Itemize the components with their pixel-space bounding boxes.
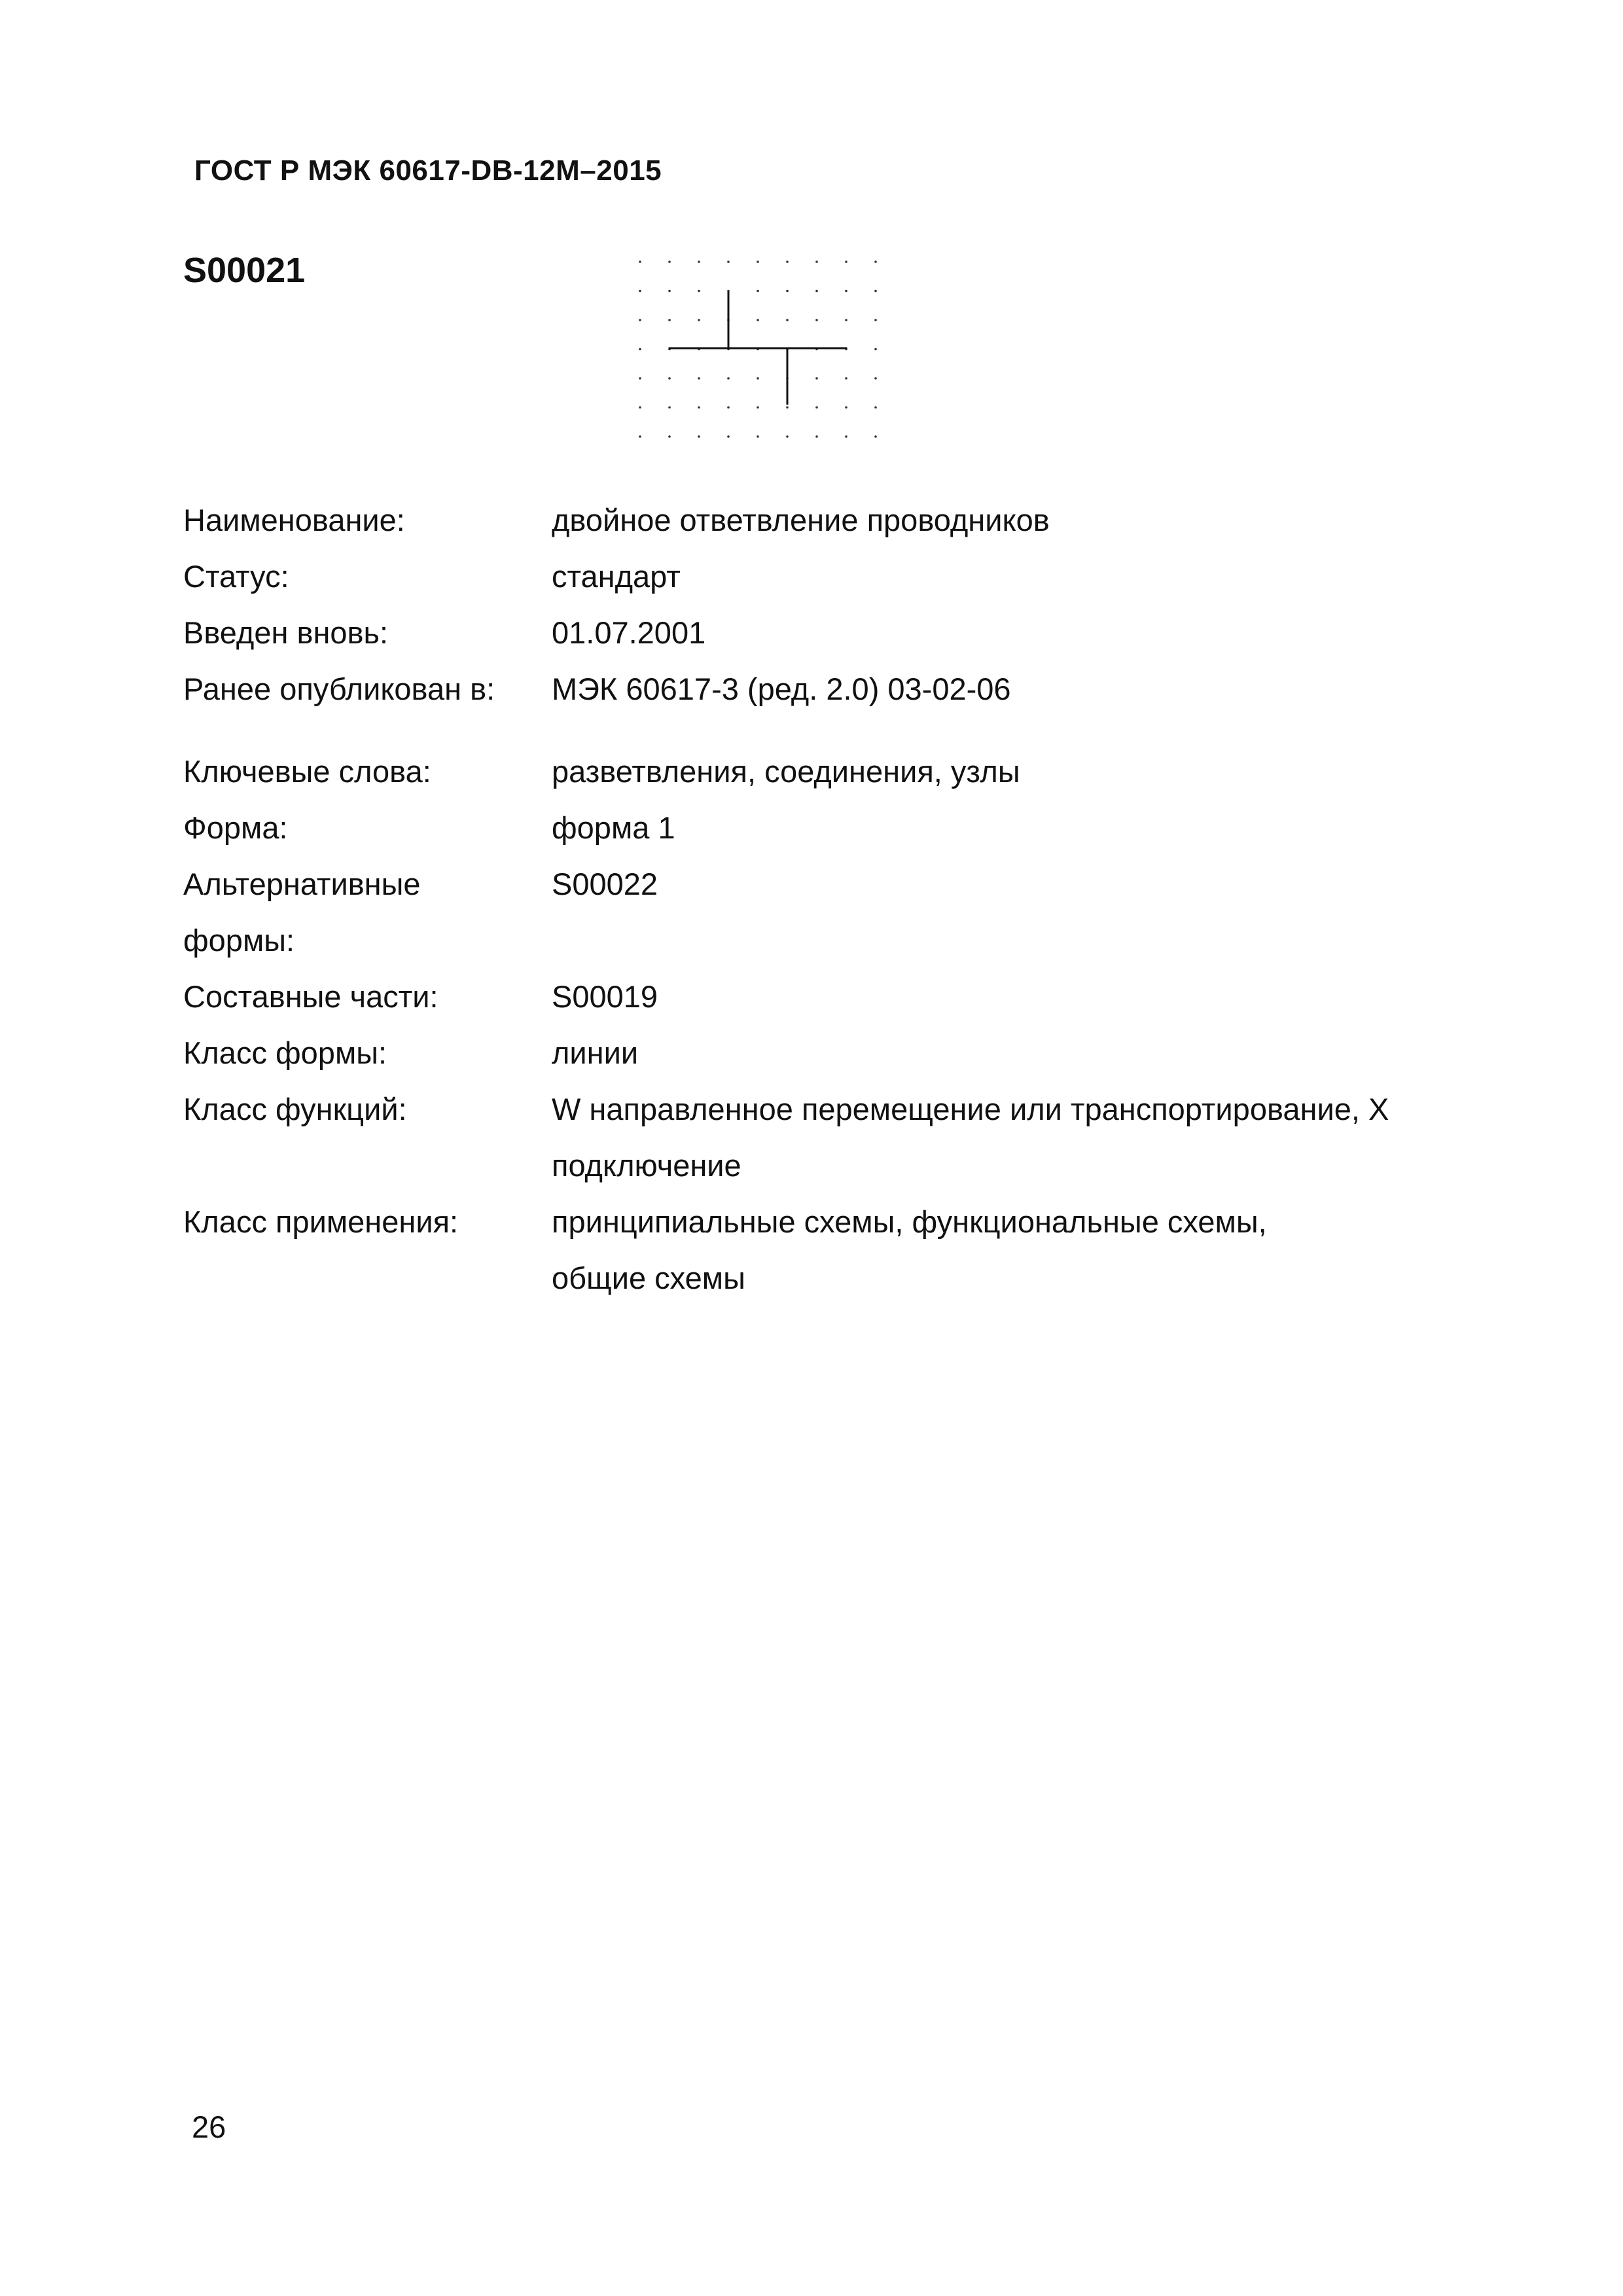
properties-table	[183, 492, 1492, 1306]
property-label: Класс формы:	[183, 1035, 387, 1070]
grid-dot	[757, 406, 759, 409]
property-label: Альтернативные формы:	[183, 867, 421, 958]
grid-dot	[727, 377, 730, 380]
property-row	[183, 661, 1492, 717]
grid-dot	[874, 377, 877, 380]
symbol-code: S00021	[183, 251, 306, 290]
grid-dot	[698, 290, 700, 293]
grid-dot	[698, 406, 700, 409]
grid-dot	[874, 435, 877, 438]
grid-dot	[698, 319, 700, 321]
grid-dot	[727, 406, 730, 409]
grid-dot	[786, 406, 789, 409]
grid-dot	[845, 435, 847, 438]
property-value: двойное ответвление проводников	[552, 503, 1050, 537]
grid-dot	[757, 290, 759, 293]
property-label: Статус:	[183, 559, 289, 594]
property-row	[183, 605, 1492, 661]
grid-dot	[698, 435, 700, 438]
grid-dot	[668, 435, 671, 438]
property-value: 01.07.2001	[552, 615, 706, 650]
property-label: Форма:	[183, 810, 288, 845]
grid-dot	[786, 435, 789, 438]
property-value: стандарт	[552, 559, 681, 594]
property-label: Ранее опубликован в:	[183, 672, 495, 706]
property-label: Наименование:	[183, 503, 405, 537]
property-label: Введен вновь:	[183, 615, 389, 650]
grid-dot	[639, 319, 641, 321]
grid-dot	[845, 377, 847, 380]
grid-dot	[815, 260, 818, 263]
page-number: 26	[192, 2109, 226, 2144]
property-row	[183, 744, 1492, 800]
grid-dot	[815, 435, 818, 438]
property-value: S00019	[552, 979, 658, 1014]
property-label: Составные части:	[183, 979, 438, 1014]
property-row	[183, 492, 1492, 548]
grid-dot	[639, 290, 641, 293]
grid-dot	[727, 435, 730, 438]
grid-dot	[845, 406, 847, 409]
grid-dot	[874, 406, 877, 409]
property-label: Ключевые слова:	[183, 754, 431, 789]
grid-dot	[845, 290, 847, 293]
grid-dot	[815, 377, 818, 380]
property-value: S00022	[552, 867, 658, 901]
property-row	[183, 1081, 1492, 1194]
property-row	[183, 800, 1492, 856]
grid-dot	[757, 319, 759, 321]
grid-dot	[845, 260, 847, 263]
grid-dot	[668, 260, 671, 263]
property-value: принципиальные схемы, функциональные схемы, общие схемы	[552, 1204, 1267, 1295]
grid-dot	[668, 319, 671, 321]
grid-dot	[639, 377, 641, 380]
grid-dot	[874, 348, 877, 351]
grid-dot	[639, 435, 641, 438]
property-row	[183, 856, 1492, 969]
property-value: МЭК 60617-3 (ред. 2.0) 03-02-06	[552, 672, 1011, 706]
grid-dot	[727, 260, 730, 263]
property-row	[183, 548, 1492, 605]
grid-dot	[757, 377, 759, 380]
property-label: Класс применения:	[183, 1204, 459, 1239]
grid-dot	[786, 260, 789, 263]
grid-dot	[845, 319, 847, 321]
grid-dot	[698, 377, 700, 380]
grid-dot	[815, 406, 818, 409]
grid-dot	[874, 290, 877, 293]
grid-dot	[815, 290, 818, 293]
grid-dot	[874, 260, 877, 263]
grid-dot	[639, 260, 641, 263]
grid-dot	[668, 290, 671, 293]
property-row	[183, 969, 1492, 1025]
grid-dot	[668, 406, 671, 409]
grid-dot	[786, 290, 789, 293]
property-row	[183, 1025, 1492, 1081]
grid-dot	[668, 377, 671, 380]
grid-dot	[757, 260, 759, 263]
grid-dot	[757, 435, 759, 438]
document-header: ГОСТ Р МЭК 60617-DB-12М–2015	[194, 154, 662, 187]
grid-dot	[639, 406, 641, 409]
property-row	[183, 1194, 1492, 1306]
grid-dot	[639, 348, 641, 351]
property-value: линии	[552, 1035, 639, 1070]
grid-dot	[815, 319, 818, 321]
property-label: Класс функций:	[183, 1092, 407, 1126]
grid-dot	[698, 260, 700, 263]
property-value: разветвления, соединения, узлы	[552, 754, 1020, 789]
grid-dot	[874, 319, 877, 321]
grid-dot	[786, 319, 789, 321]
property-value: форма 1	[552, 810, 675, 845]
property-value: W направленное перемещение или транспортирование, X подключение	[552, 1092, 1389, 1183]
double-junction-of-conductors-icon	[633, 249, 882, 445]
